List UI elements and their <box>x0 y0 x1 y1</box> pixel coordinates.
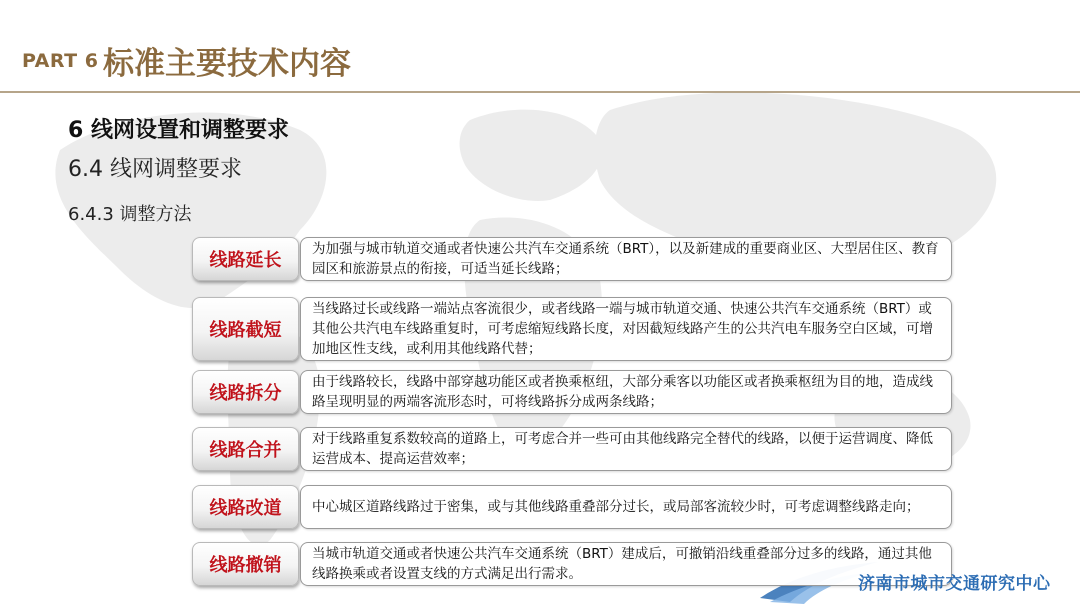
method-label: 线路合并 <box>192 427 299 471</box>
method-description: 当城市轨道交通或者快速公共汽车交通系统（BRT）建成后，可撤销沿线重叠部分过多的线路，通过其他线路换乘或者设置支线的方式满足出行需求。 <box>300 542 952 586</box>
method-description: 中心城区道路线路过于密集，或与其他线路重叠部分过长，或局部客流较少时，可考虑调整线路走向； <box>300 485 952 529</box>
section-heading: 6 线网设置和调整要求 <box>68 118 289 143</box>
subsubsection-heading: 6.4.3 调整方法 <box>68 204 192 225</box>
method-description: 由于线路较长，线路中部穿越功能区或者换乘枢纽，大部分乘客以功能区或者换乘枢纽为目的地，造成线路呈现明显的两端客流形态时，可将线路拆分成两条线路； <box>300 370 952 414</box>
part-title: 标准主要技术内容 <box>103 46 351 82</box>
method-description: 当线路过长或线路一端站点客流很少，或者线路一端与城市轨道交通、快速公共汽车交通系统（BRT）或其他公共汽电车线路重复时，可考虑缩短线路长度，对因截短线路产生的公共汽电车服务空白区域，可增加地区性支线，或利用其他线路代替； <box>300 297 952 361</box>
method-label: 线路撤销 <box>192 542 299 586</box>
method-row-shorten <box>192 297 954 361</box>
subsection-heading: 6.4 线网调整要求 <box>68 157 242 182</box>
method-label: 线路改道 <box>192 485 299 529</box>
method-row-cancel <box>192 542 954 586</box>
method-label: 线路截短 <box>192 297 299 361</box>
method-label: 线路拆分 <box>192 370 299 414</box>
part-label: PART 6 <box>22 50 99 72</box>
method-row-split <box>192 370 954 414</box>
slide-header <box>0 0 1080 92</box>
method-row-merge <box>192 427 954 471</box>
method-description: 对于线路重复系数较高的道路上，可考虑合并一些可由其他线路完全替代的线路，以便于运营调度、降低运营成本、提高运营效率； <box>300 427 952 471</box>
method-row-extend <box>192 237 954 281</box>
method-label: 线路延长 <box>192 237 299 281</box>
method-description: 为加强与城市轨道交通或者快速公共汽车交通系统（BRT），以及新建成的重要商业区、大型居住区、教育园区和旅游景点的衔接，可适当延长线路； <box>300 237 952 281</box>
header-divider <box>0 91 1080 93</box>
organization-logo-text: 济南市城市交通研究中心 <box>858 574 1051 594</box>
method-row-reroute <box>192 485 954 529</box>
